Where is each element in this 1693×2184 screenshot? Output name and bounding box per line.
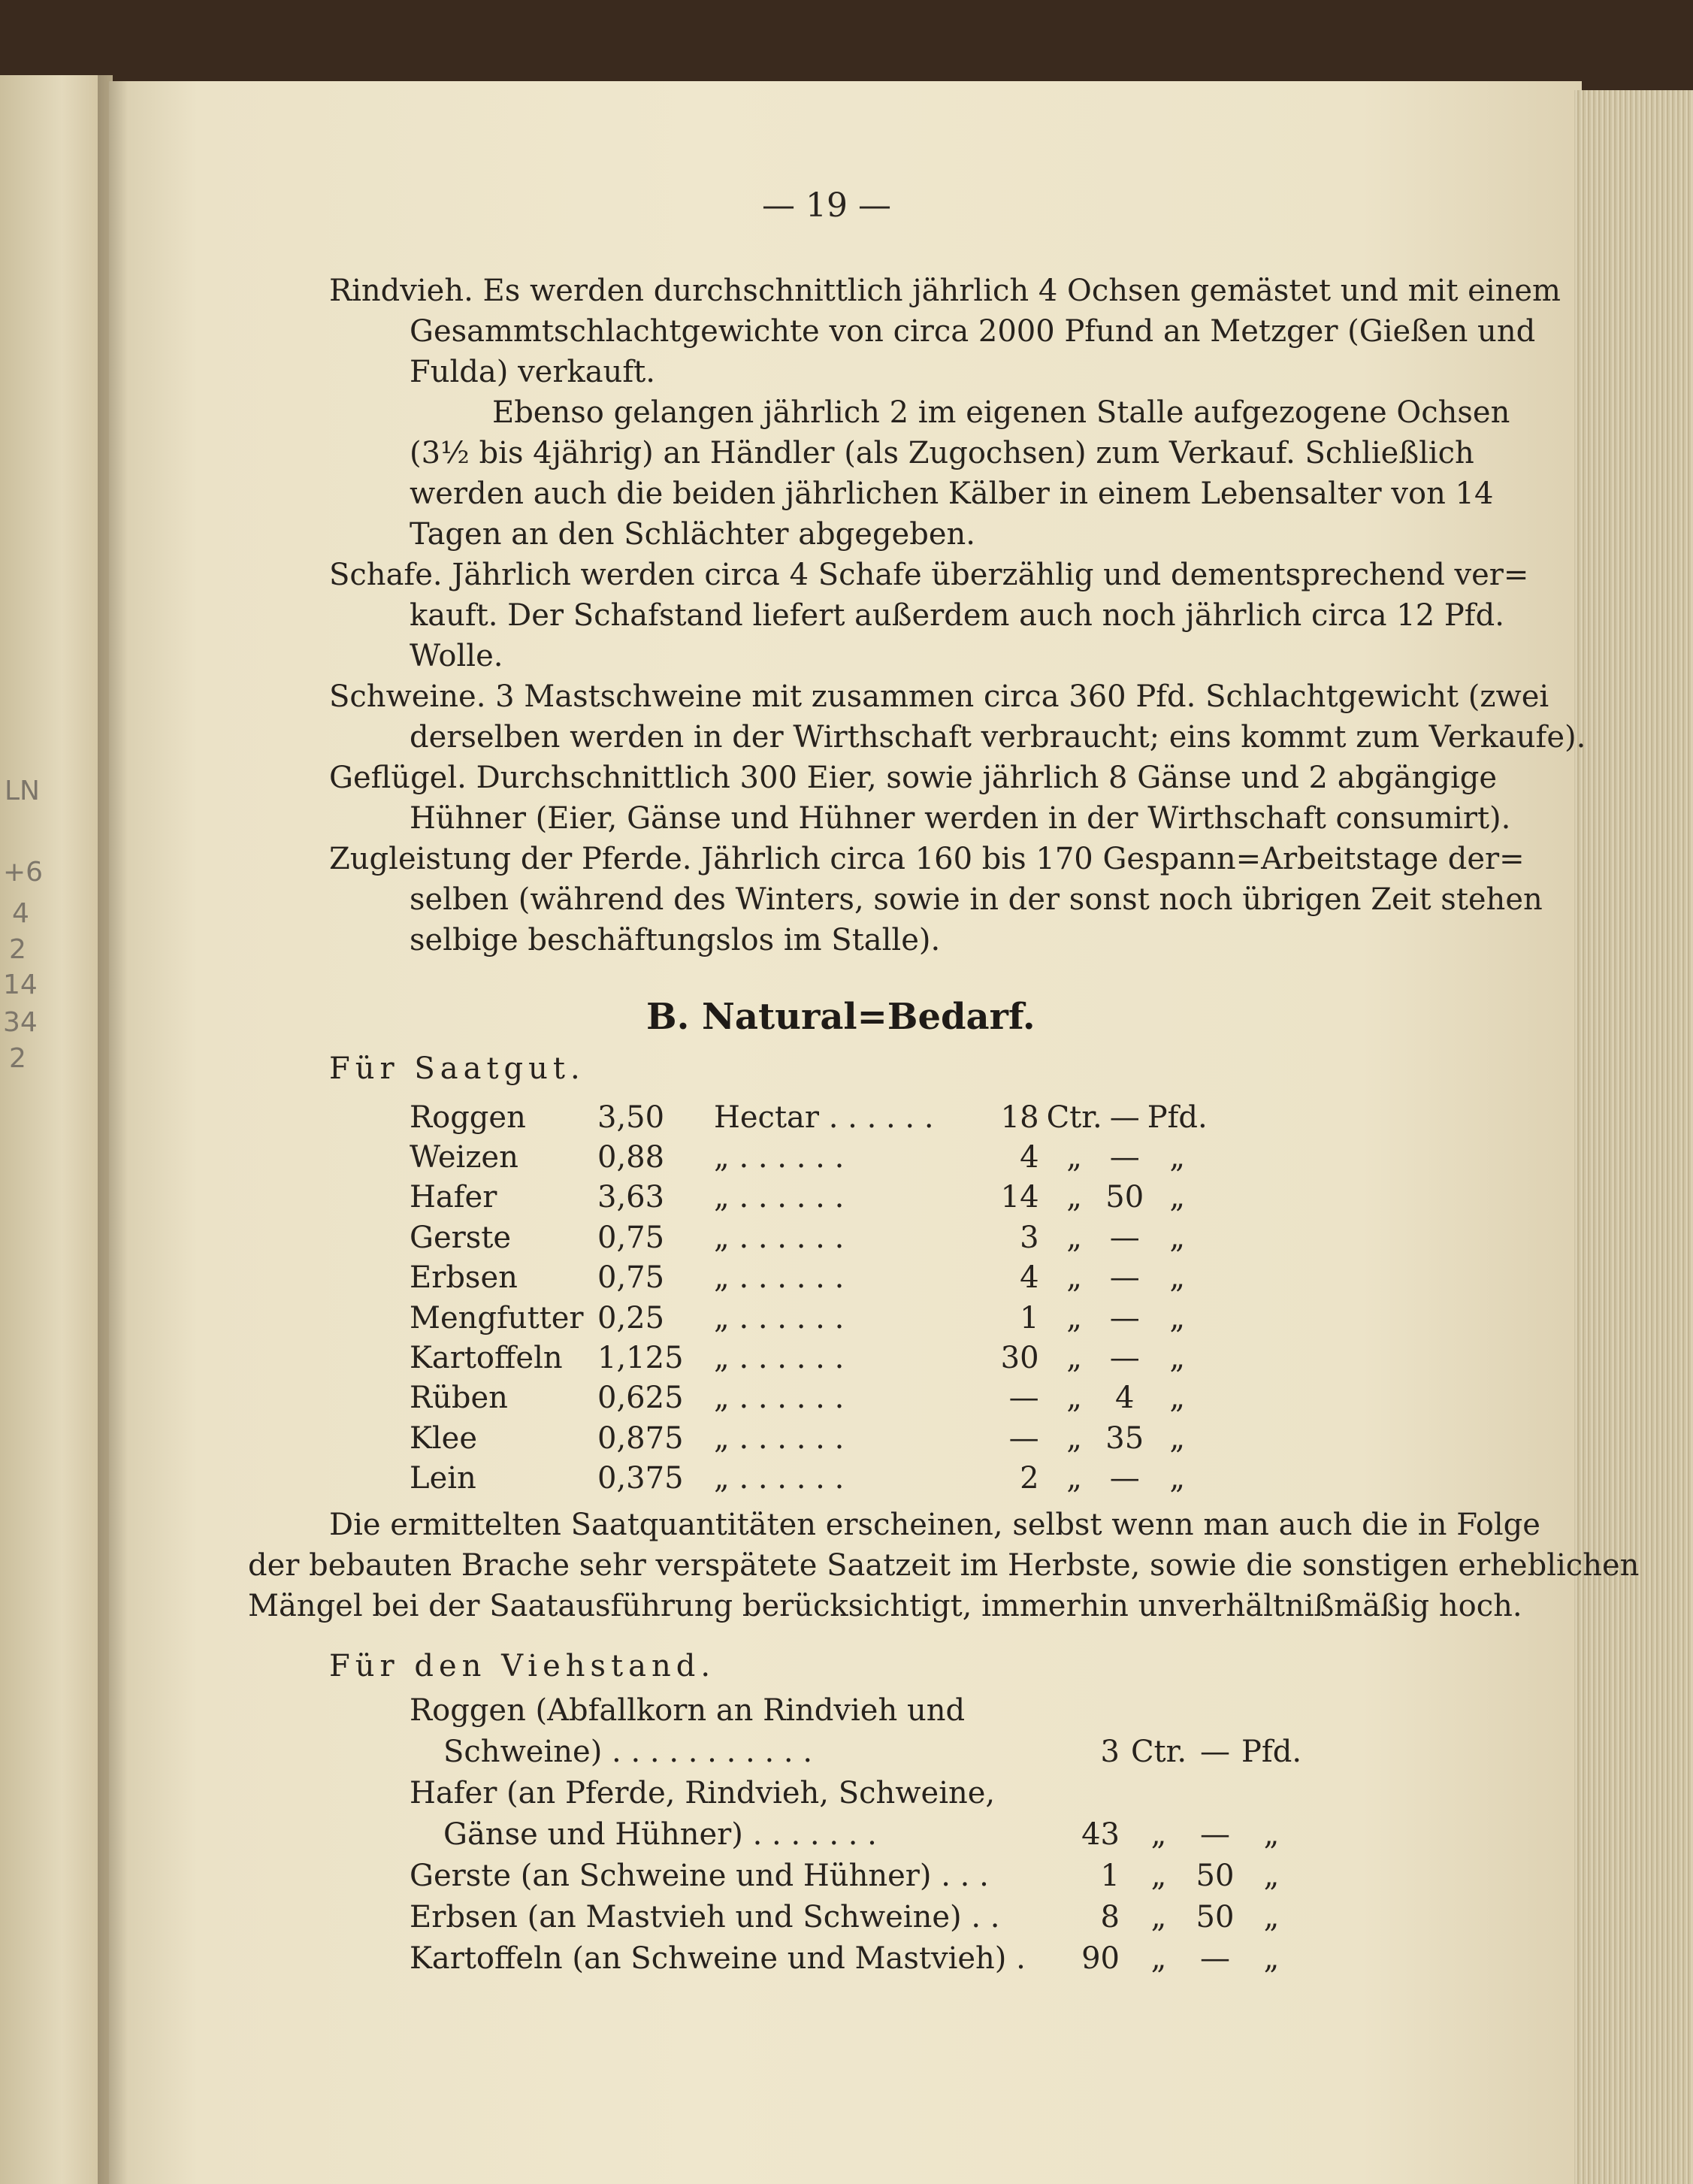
table-cell-unit: „ . . . . . . — [714, 1461, 845, 1496]
margin-note: 34 — [3, 1007, 38, 1038]
table-cell-ctr-unit: „ — [1066, 1260, 1082, 1296]
table-cell-text: Roggen (Abfallkorn an Rindvieh und — [410, 1692, 966, 1728]
text-line: Zugleistung der Pferde. Jährlich circa 160 bis 170 Gespann=Arbeitstage der= — [329, 842, 1525, 876]
table-cell-crop: Weizen — [410, 1140, 518, 1175]
table-cell-pfd: — — [1109, 1220, 1140, 1255]
table-cell-pfd-unit: „ — [1169, 1220, 1186, 1255]
table-cell-ctr — [1060, 1689, 1129, 1731]
table-cell-unit: „ . . . . . . — [714, 1381, 845, 1416]
table-cell-crop: Klee — [410, 1420, 478, 1456]
table-cell-pfd: — — [1200, 1816, 1230, 1852]
table-cell-amount: 0,625 — [597, 1381, 684, 1416]
table-cell-pfd: 4 — [1114, 1381, 1135, 1416]
table-cell-unit: „ . . . . . . — [714, 1260, 845, 1296]
table-cell-pfd-unit: Pfd. — [1241, 1734, 1302, 1769]
table-row — [410, 1813, 1301, 1855]
table-row — [410, 1258, 1208, 1298]
table-row — [410, 1178, 1208, 1218]
table-cell-ctr: 2 — [1020, 1461, 1039, 1496]
table-cell-ctr-unit: „ — [1066, 1420, 1082, 1456]
text-line: Fulda) verkauft. — [410, 355, 655, 389]
table-row — [410, 1689, 1301, 1731]
table-cell-pfd-unit: „ — [1263, 1858, 1280, 1893]
text-line: derselben werden in der Wirthschaft verbraucht; eins kommt zum Verkaufe). — [410, 720, 1586, 755]
text-line: Geflügel. Durchschnittlich 300 Eier, sowie jährlich 8 Gänse und 2 abgängige — [329, 761, 1498, 795]
text-line: werden auch die beiden jährlichen Kälber in einem Lebensalter von 14 — [410, 476, 1494, 511]
table-row — [410, 1855, 1301, 1896]
table-cell-ctr: 30 — [1000, 1341, 1039, 1376]
table-cell-text: Schweine) . . . . . . . . . . . — [443, 1734, 813, 1769]
table-cell-pfd: — — [1109, 1260, 1140, 1296]
table-cell-amount: 0,75 — [597, 1220, 665, 1255]
table-cell-ctr-unit: „ — [1150, 1899, 1167, 1934]
table-cell-amount: 3,63 — [597, 1180, 665, 1215]
table-cell-pfd-unit: „ — [1169, 1300, 1186, 1336]
table-cell-ctr: 90 — [1081, 1940, 1120, 1976]
table-cell-pfd-unit: „ — [1263, 1899, 1280, 1934]
table-cell-unit: „ . . . . . . — [714, 1420, 845, 1456]
table-cell-ctr-unit: Ctr. — [1130, 1734, 1187, 1769]
table-cell-ctr-unit: „ — [1066, 1300, 1082, 1336]
table-cell-ctr-unit: „ — [1066, 1140, 1082, 1175]
table-cell-crop: Rüben — [410, 1381, 508, 1416]
table-cell-crop: Gerste — [410, 1220, 512, 1255]
table-cell-pfd: 50 — [1196, 1858, 1235, 1893]
table-cell-ctr: — — [1008, 1420, 1039, 1456]
table-cell-pfd: — — [1109, 1100, 1140, 1135]
viehstand-table — [410, 1689, 1301, 1979]
table-cell-crop: Roggen — [410, 1100, 526, 1135]
table-cell-amount: 0,875 — [597, 1420, 684, 1456]
table-cell-ctr-unit: „ — [1066, 1461, 1082, 1496]
text-line: (3½ bis 4jährig) an Händler (als Zugochsen) zum Verkauf. Schließlich — [410, 436, 1474, 470]
table-cell-pfd-unit: „ — [1169, 1140, 1186, 1175]
table-cell-ctr: 18 — [1000, 1100, 1039, 1135]
page-number: — 19 — — [762, 186, 891, 225]
table-cell-pfd-unit: „ — [1169, 1341, 1186, 1376]
table-row — [410, 1097, 1208, 1137]
text-line: selbige beschäftungslos im Stalle). — [410, 923, 941, 957]
table-cell-ctr: 1 — [1020, 1300, 1039, 1336]
table-cell-text: Gerste (an Schweine und Hühner) . . . — [410, 1858, 989, 1893]
table-cell-pfd-unit: „ — [1263, 1940, 1280, 1976]
table-cell-ctr-unit: „ — [1066, 1381, 1082, 1416]
table-cell-ctr — [1060, 1772, 1129, 1813]
saatgut-label: Für Saatgut. — [329, 1051, 585, 1086]
table-cell-unit: „ . . . . . . — [714, 1140, 845, 1175]
table-cell-pfd-unit: „ — [1169, 1260, 1186, 1296]
text-line: Gesammtschlachtgewichte von circa 2000 Pfund an Metzger (Gießen und — [410, 314, 1536, 349]
table-cell-ctr-unit: „ — [1066, 1341, 1082, 1376]
margin-note: 2 — [9, 1043, 26, 1074]
table-cell-ctr: 4 — [1020, 1140, 1039, 1175]
table-cell-amount: 0,88 — [597, 1140, 665, 1175]
table-cell-ctr: 8 — [1100, 1899, 1120, 1934]
table-cell-ctr-unit: „ — [1066, 1220, 1082, 1255]
table-cell-text: Erbsen (an Mastvieh und Schweine) . . — [410, 1899, 1000, 1934]
table-cell-ctr-unit: „ — [1150, 1858, 1167, 1893]
table-cell-unit: „ . . . . . . — [714, 1180, 845, 1215]
table-cell-pfd: 50 — [1105, 1180, 1144, 1215]
table-cell-unit: „ . . . . . . — [714, 1300, 845, 1336]
text-line: Hühner (Eier, Gänse und Hühner werden in der Wirthschaft consumirt). — [410, 801, 1511, 836]
margin-note: 14 — [3, 969, 38, 1000]
table-cell-ctr-unit: Ctr. — [1046, 1100, 1102, 1135]
table-cell-pfd-unit: „ — [1169, 1180, 1186, 1215]
table-cell-pfd: 50 — [1196, 1899, 1235, 1934]
viehstand-label: Für den Viehstand. — [329, 1649, 716, 1683]
table-cell-ctr-unit: „ — [1150, 1816, 1167, 1852]
table-row — [410, 1937, 1301, 1979]
table-cell-ctr: 43 — [1081, 1816, 1120, 1852]
table-cell-ctr: 1 — [1100, 1858, 1120, 1893]
text-line: Tagen an den Schlächter abgegeben. — [410, 517, 975, 552]
margin-note: LN — [5, 776, 40, 806]
text-line: Rindvieh. Es werden durchschnittlich jährlich 4 Ochsen gemästet und mit einem — [329, 274, 1561, 308]
table-cell-unit: „ . . . . . . — [714, 1341, 845, 1376]
table-row — [410, 1338, 1208, 1378]
table-cell-pfd: 35 — [1105, 1420, 1144, 1456]
table-cell-pfd-unit: „ — [1263, 1816, 1280, 1852]
table-cell-ctr: 3 — [1100, 1734, 1120, 1769]
table-row — [410, 1418, 1208, 1458]
margin-note: 2 — [9, 934, 26, 965]
table-cell-pfd: — — [1109, 1461, 1140, 1496]
table-cell-amount: 1,125 — [597, 1341, 684, 1376]
table-cell-ctr-unit — [1129, 1689, 1189, 1731]
table-row — [410, 1137, 1208, 1177]
table-row — [410, 1378, 1208, 1418]
table-cell-text: Kartoffeln (an Schweine und Mastvieh) . — [410, 1940, 1026, 1976]
table-cell-ctr: 4 — [1020, 1260, 1039, 1296]
table-cell-ctr: — — [1008, 1381, 1039, 1416]
margin-note: 4 — [12, 898, 29, 929]
table-cell-unit: Hectar . . . . . . — [714, 1100, 934, 1135]
text-line: Schweine. 3 Mastschweine mit zusammen circa 360 Pfd. Schlachtgewicht (zwei — [329, 679, 1549, 714]
table-row — [410, 1731, 1301, 1772]
section-heading: B. Natural=Bedarf. — [646, 996, 1035, 1038]
text-line: Ebenso gelangen jährlich 2 im eigenen Stalle aufgezogene Ochsen — [492, 395, 1510, 430]
text-line: Wolle. — [410, 639, 503, 673]
spine-shadow — [98, 75, 128, 2184]
table-row — [410, 1218, 1208, 1257]
table-cell-ctr: 3 — [1020, 1220, 1039, 1255]
table-cell-pfd-unit: Pfd. — [1147, 1100, 1208, 1135]
left-page-edge — [0, 75, 113, 2184]
table-row — [410, 1298, 1208, 1338]
table-cell-crop: Hafer — [410, 1180, 497, 1215]
table-cell-unit: „ . . . . . . — [714, 1220, 845, 1255]
table-cell-pfd-unit — [1241, 1689, 1301, 1731]
table-cell-text: Gänse und Hühner) . . . . . . . — [443, 1816, 877, 1852]
table-cell-amount: 0,375 — [597, 1461, 684, 1496]
table-row — [410, 1459, 1208, 1499]
table-cell-amount: 0,25 — [597, 1300, 665, 1336]
table-cell-pfd: — — [1109, 1300, 1140, 1336]
table-cell-crop: Mengfutter — [410, 1300, 584, 1336]
table-cell-ctr: 14 — [1000, 1180, 1039, 1215]
table-cell-ctr-unit: „ — [1150, 1940, 1167, 1976]
text-line: Schafe. Jährlich werden circa 4 Schafe überzählig und dementsprechend ver= — [329, 558, 1529, 592]
table-cell-pfd — [1189, 1772, 1241, 1813]
table-cell-amount: 3,50 — [597, 1100, 665, 1135]
table-cell-pfd: — — [1200, 1734, 1230, 1769]
table-cell-pfd-unit: „ — [1169, 1381, 1186, 1416]
saatgut-table — [410, 1097, 1208, 1499]
table-cell-crop: Lein — [410, 1461, 476, 1496]
text-line: Die ermittelten Saatquantitäten erscheinen, selbst wenn man auch die in Folge — [329, 1508, 1540, 1542]
table-cell-ctr-unit: „ — [1066, 1180, 1082, 1215]
text-line: selben (während des Winters, sowie in der sonst noch übrigen Zeit stehen — [410, 882, 1543, 917]
table-cell-pfd-unit: „ — [1169, 1420, 1186, 1456]
table-cell-pfd: — — [1109, 1140, 1140, 1175]
table-cell-amount: 0,75 — [597, 1260, 665, 1296]
table-cell-crop: Erbsen — [410, 1260, 518, 1296]
table-cell-pfd: — — [1200, 1940, 1230, 1976]
table-cell-ctr-unit — [1129, 1772, 1189, 1813]
margin-note: +6 — [3, 857, 44, 888]
table-row — [410, 1896, 1301, 1937]
table-cell-pfd: — — [1109, 1341, 1140, 1376]
page-stack-edges — [1574, 90, 1693, 2184]
text-line: kauft. Der Schafstand liefert außerdem auch noch jährlich circa 12 Pfd. — [410, 598, 1504, 633]
table-cell-pfd-unit — [1241, 1772, 1301, 1813]
table-cell-text: Hafer (an Pferde, Rindvieh, Schweine, — [410, 1775, 996, 1810]
table-cell-crop: Kartoffeln — [410, 1341, 563, 1376]
table-cell-pfd-unit: „ — [1169, 1461, 1186, 1496]
text-line: der bebauten Brache sehr verspätete Saatzeit im Herbste, sowie die sonstigen erheblichen — [248, 1548, 1640, 1583]
table-row — [410, 1772, 1301, 1813]
table-cell-pfd — [1189, 1689, 1241, 1731]
text-line: Mängel bei der Saatausführung berücksichtigt, immerhin unverhältnißmäßig hoch. — [248, 1589, 1522, 1623]
